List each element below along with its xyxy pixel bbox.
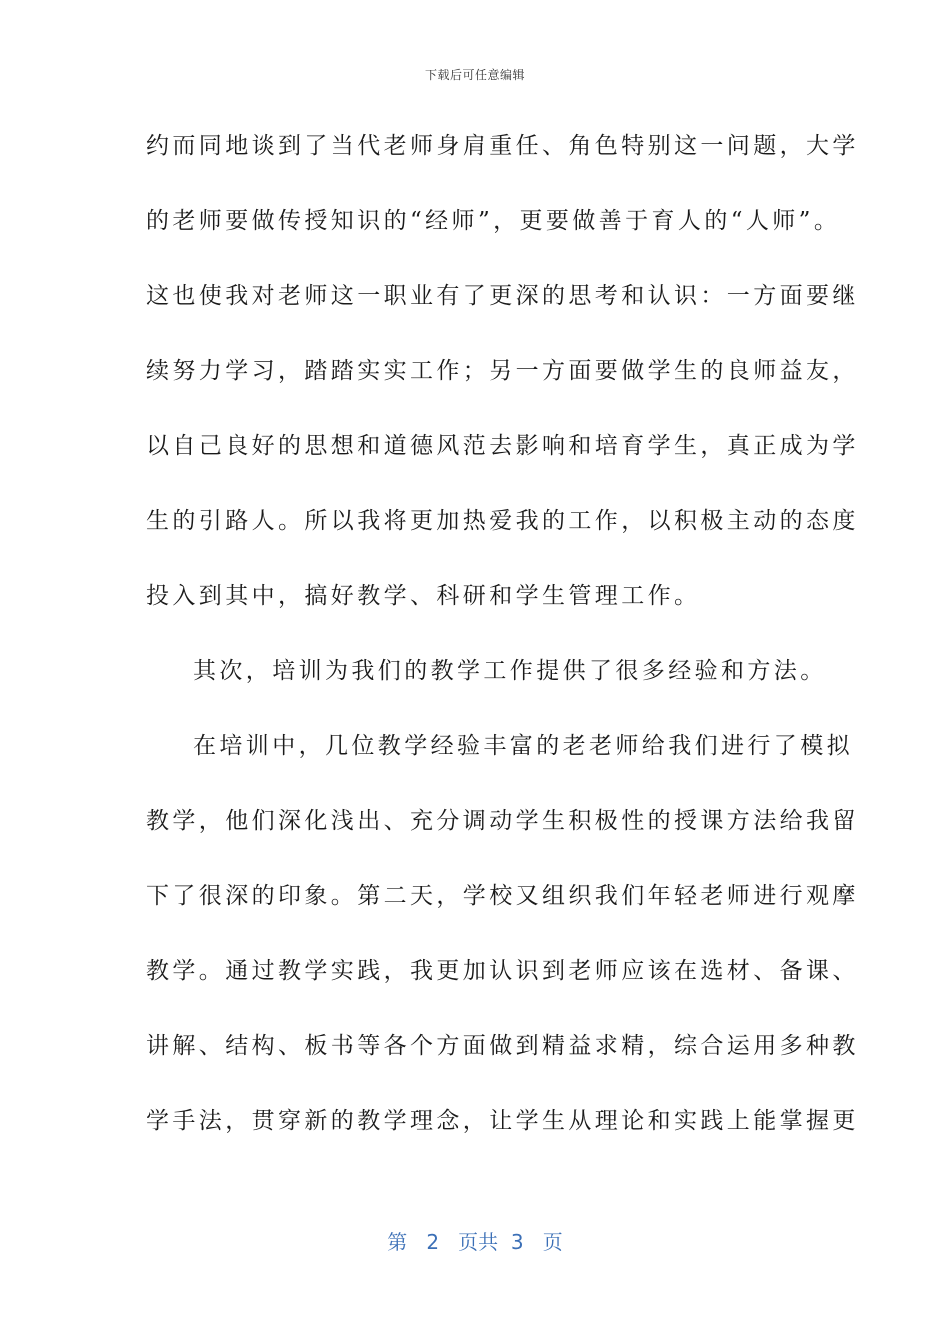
text-line: 以自己良好的思想和道德风范去影响和培育学生，真正成为学 [146, 433, 859, 459]
text-line: 这也使我对老师这一职业有了更深的思考和认识：一方面要继 [146, 283, 859, 309]
page-footer [0, 1226, 950, 1255]
header-note: 下载后可任意编辑 [424, 68, 525, 82]
text-line: 教学。通过教学实践，我更加认识到老师应该在选材、备课、 [146, 958, 859, 984]
document-body [146, 126, 859, 1176]
text-line: 下了很深的印象。第二天，学校又组织我们年轻老师进行观摩 [146, 883, 859, 909]
footer-label-total: 页共 [458, 1230, 499, 1254]
paragraph-start-line: 在培训中，几位教学经验丰富的老老师给我们进行了模拟 [193, 733, 853, 759]
text-line: 的老师要做传授知识的“经师”，更要做善于育人的“人师”。 [146, 208, 841, 234]
text-line: 生的引路人。所以我将更加热爱我的工作，以积极主动的态度 [146, 508, 859, 534]
text-line: 教学，他们深化浅出、充分调动学生积极性的授课方法给我留 [146, 808, 859, 834]
footer-label-end: 页 [542, 1230, 563, 1254]
text-line: 讲解、结构、板书等各个方面做到精益求精，综合运用多种教 [146, 1033, 859, 1059]
paragraph-start-line: 其次，培训为我们的教学工作提供了很多经验和方法。 [193, 658, 827, 684]
text-line: 约而同地谈到了当代老师身肩重任、角色特别这一问题，大学 [146, 133, 859, 159]
current-page-number: 2 [426, 1230, 440, 1254]
text-line: 续努力学习，踏踏实实工作；另一方面要做学生的良师益友， [146, 358, 859, 384]
text-line: 投入到其中，搞好教学、科研和学生管理工作。 [146, 583, 701, 609]
total-pages-number: 3 [510, 1230, 524, 1254]
footer-label-page: 第 [387, 1230, 408, 1254]
text-line: 学手法，贯穿新的教学理念，让学生从理论和实践上能掌握更 [146, 1108, 859, 1134]
